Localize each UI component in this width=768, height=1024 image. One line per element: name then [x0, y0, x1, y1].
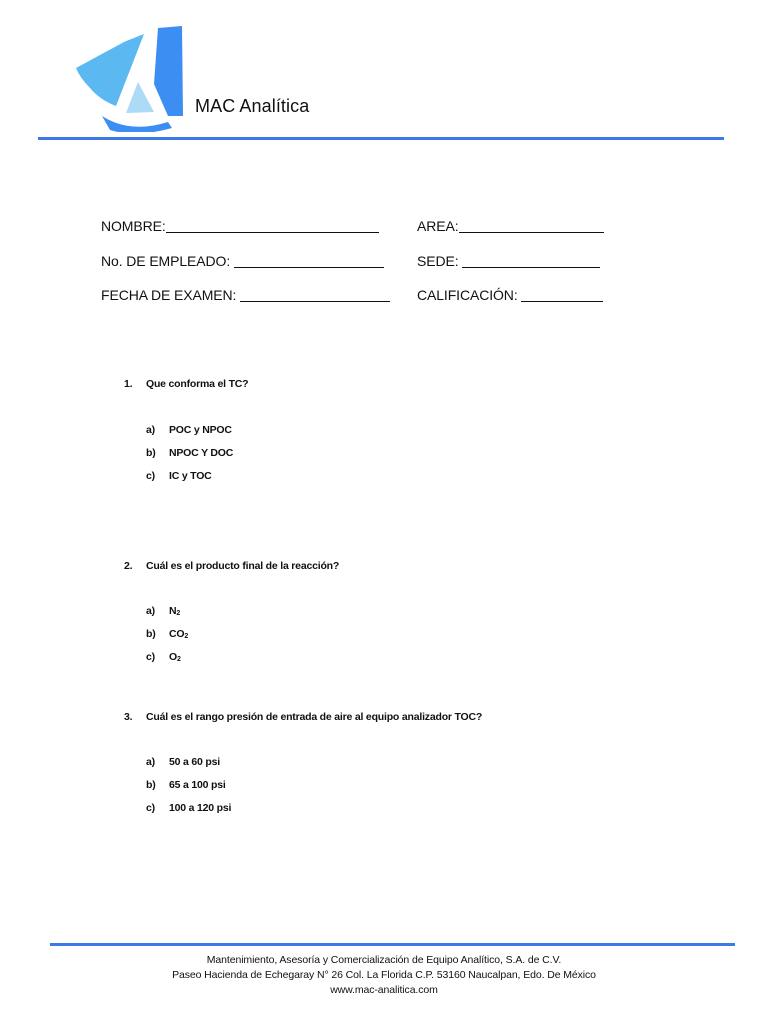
- option-letter: c): [146, 802, 155, 814]
- question-text: Cuál es el rango presión de entrada de aire al equipo analizador TOC?: [146, 711, 483, 723]
- fecha-label: FECHA DE EXAMEN:: [101, 287, 237, 303]
- option-text: NPOC Y DOC: [169, 447, 234, 459]
- option-text: N: [169, 605, 177, 617]
- fecha-field[interactable]: [101, 287, 390, 303]
- option-2c[interactable]: [146, 651, 181, 663]
- footer-company: Mantenimiento, Asesoría y Comercialización de Equipo Analítico, S.A. de C.V.: [206, 954, 562, 966]
- calificacion-blank[interactable]: [521, 287, 603, 302]
- empleado-label: No. DE EMPLEADO:: [101, 253, 231, 269]
- brand-name: MAC Analítica: [195, 96, 310, 116]
- option-1a[interactable]: [146, 424, 232, 436]
- question-text: Cuál es el producto final de la reacción?: [146, 560, 340, 572]
- empleado-blank[interactable]: [234, 253, 384, 268]
- question-2: [124, 560, 339, 572]
- question-number: 2.: [124, 560, 133, 572]
- option-1c[interactable]: [146, 470, 212, 482]
- sede-blank[interactable]: [462, 253, 600, 268]
- option-letter: b): [146, 447, 156, 459]
- nombre-blank[interactable]: [166, 218, 379, 233]
- option-subscript: 2: [176, 656, 181, 663]
- option-text: 65 a 100 psi: [169, 779, 226, 791]
- footer-divider: [50, 943, 735, 946]
- option-text: O: [169, 651, 177, 663]
- question-3: [124, 711, 482, 723]
- option-2b[interactable]: [146, 628, 188, 640]
- option-letter: c): [146, 470, 155, 482]
- sede-label: SEDE:: [417, 253, 459, 269]
- option-3c[interactable]: [146, 802, 231, 814]
- option-letter: b): [146, 628, 156, 640]
- area-label: AREA:: [417, 218, 459, 234]
- calificacion-field[interactable]: [417, 287, 603, 303]
- option-text: CO: [169, 628, 185, 640]
- footer-website[interactable]: www.mac-analitica.com: [330, 984, 438, 996]
- area-field[interactable]: [417, 218, 604, 234]
- sede-field[interactable]: [417, 253, 600, 269]
- option-letter: c): [146, 651, 155, 663]
- header-divider: [38, 137, 724, 140]
- option-1b[interactable]: [146, 447, 233, 459]
- option-letter: a): [146, 605, 155, 617]
- option-3b[interactable]: [146, 779, 226, 791]
- area-blank[interactable]: [459, 218, 604, 233]
- question-text: Que conforma el TC?: [146, 378, 249, 390]
- option-text: POC y NPOC: [169, 424, 232, 436]
- flask-logo-icon: [72, 24, 184, 132]
- fecha-blank[interactable]: [240, 287, 390, 302]
- option-letter: b): [146, 779, 156, 791]
- empleado-field[interactable]: [101, 253, 384, 269]
- option-text: 100 a 120 psi: [169, 802, 232, 814]
- option-2a[interactable]: [146, 605, 180, 617]
- footer-address: Paseo Hacienda de Echegaray N° 26 Col. La Florida C.P. 53160 Naucalpan, Edo. De México: [172, 969, 596, 981]
- calificacion-label: CALIFICACIÓN:: [417, 287, 518, 303]
- option-3a[interactable]: [146, 756, 220, 768]
- option-letter: a): [146, 756, 155, 768]
- nombre-label: NOMBRE:: [101, 218, 166, 234]
- question-number: 1.: [124, 378, 133, 390]
- nombre-field[interactable]: [101, 218, 379, 234]
- question-number: 3.: [124, 711, 133, 723]
- option-letter: a): [146, 424, 155, 436]
- option-subscript: 2: [176, 610, 181, 617]
- question-1: [124, 378, 248, 390]
- option-text: IC y TOC: [169, 470, 212, 482]
- option-subscript: 2: [184, 633, 189, 640]
- option-text: 50 a 60 psi: [169, 756, 220, 768]
